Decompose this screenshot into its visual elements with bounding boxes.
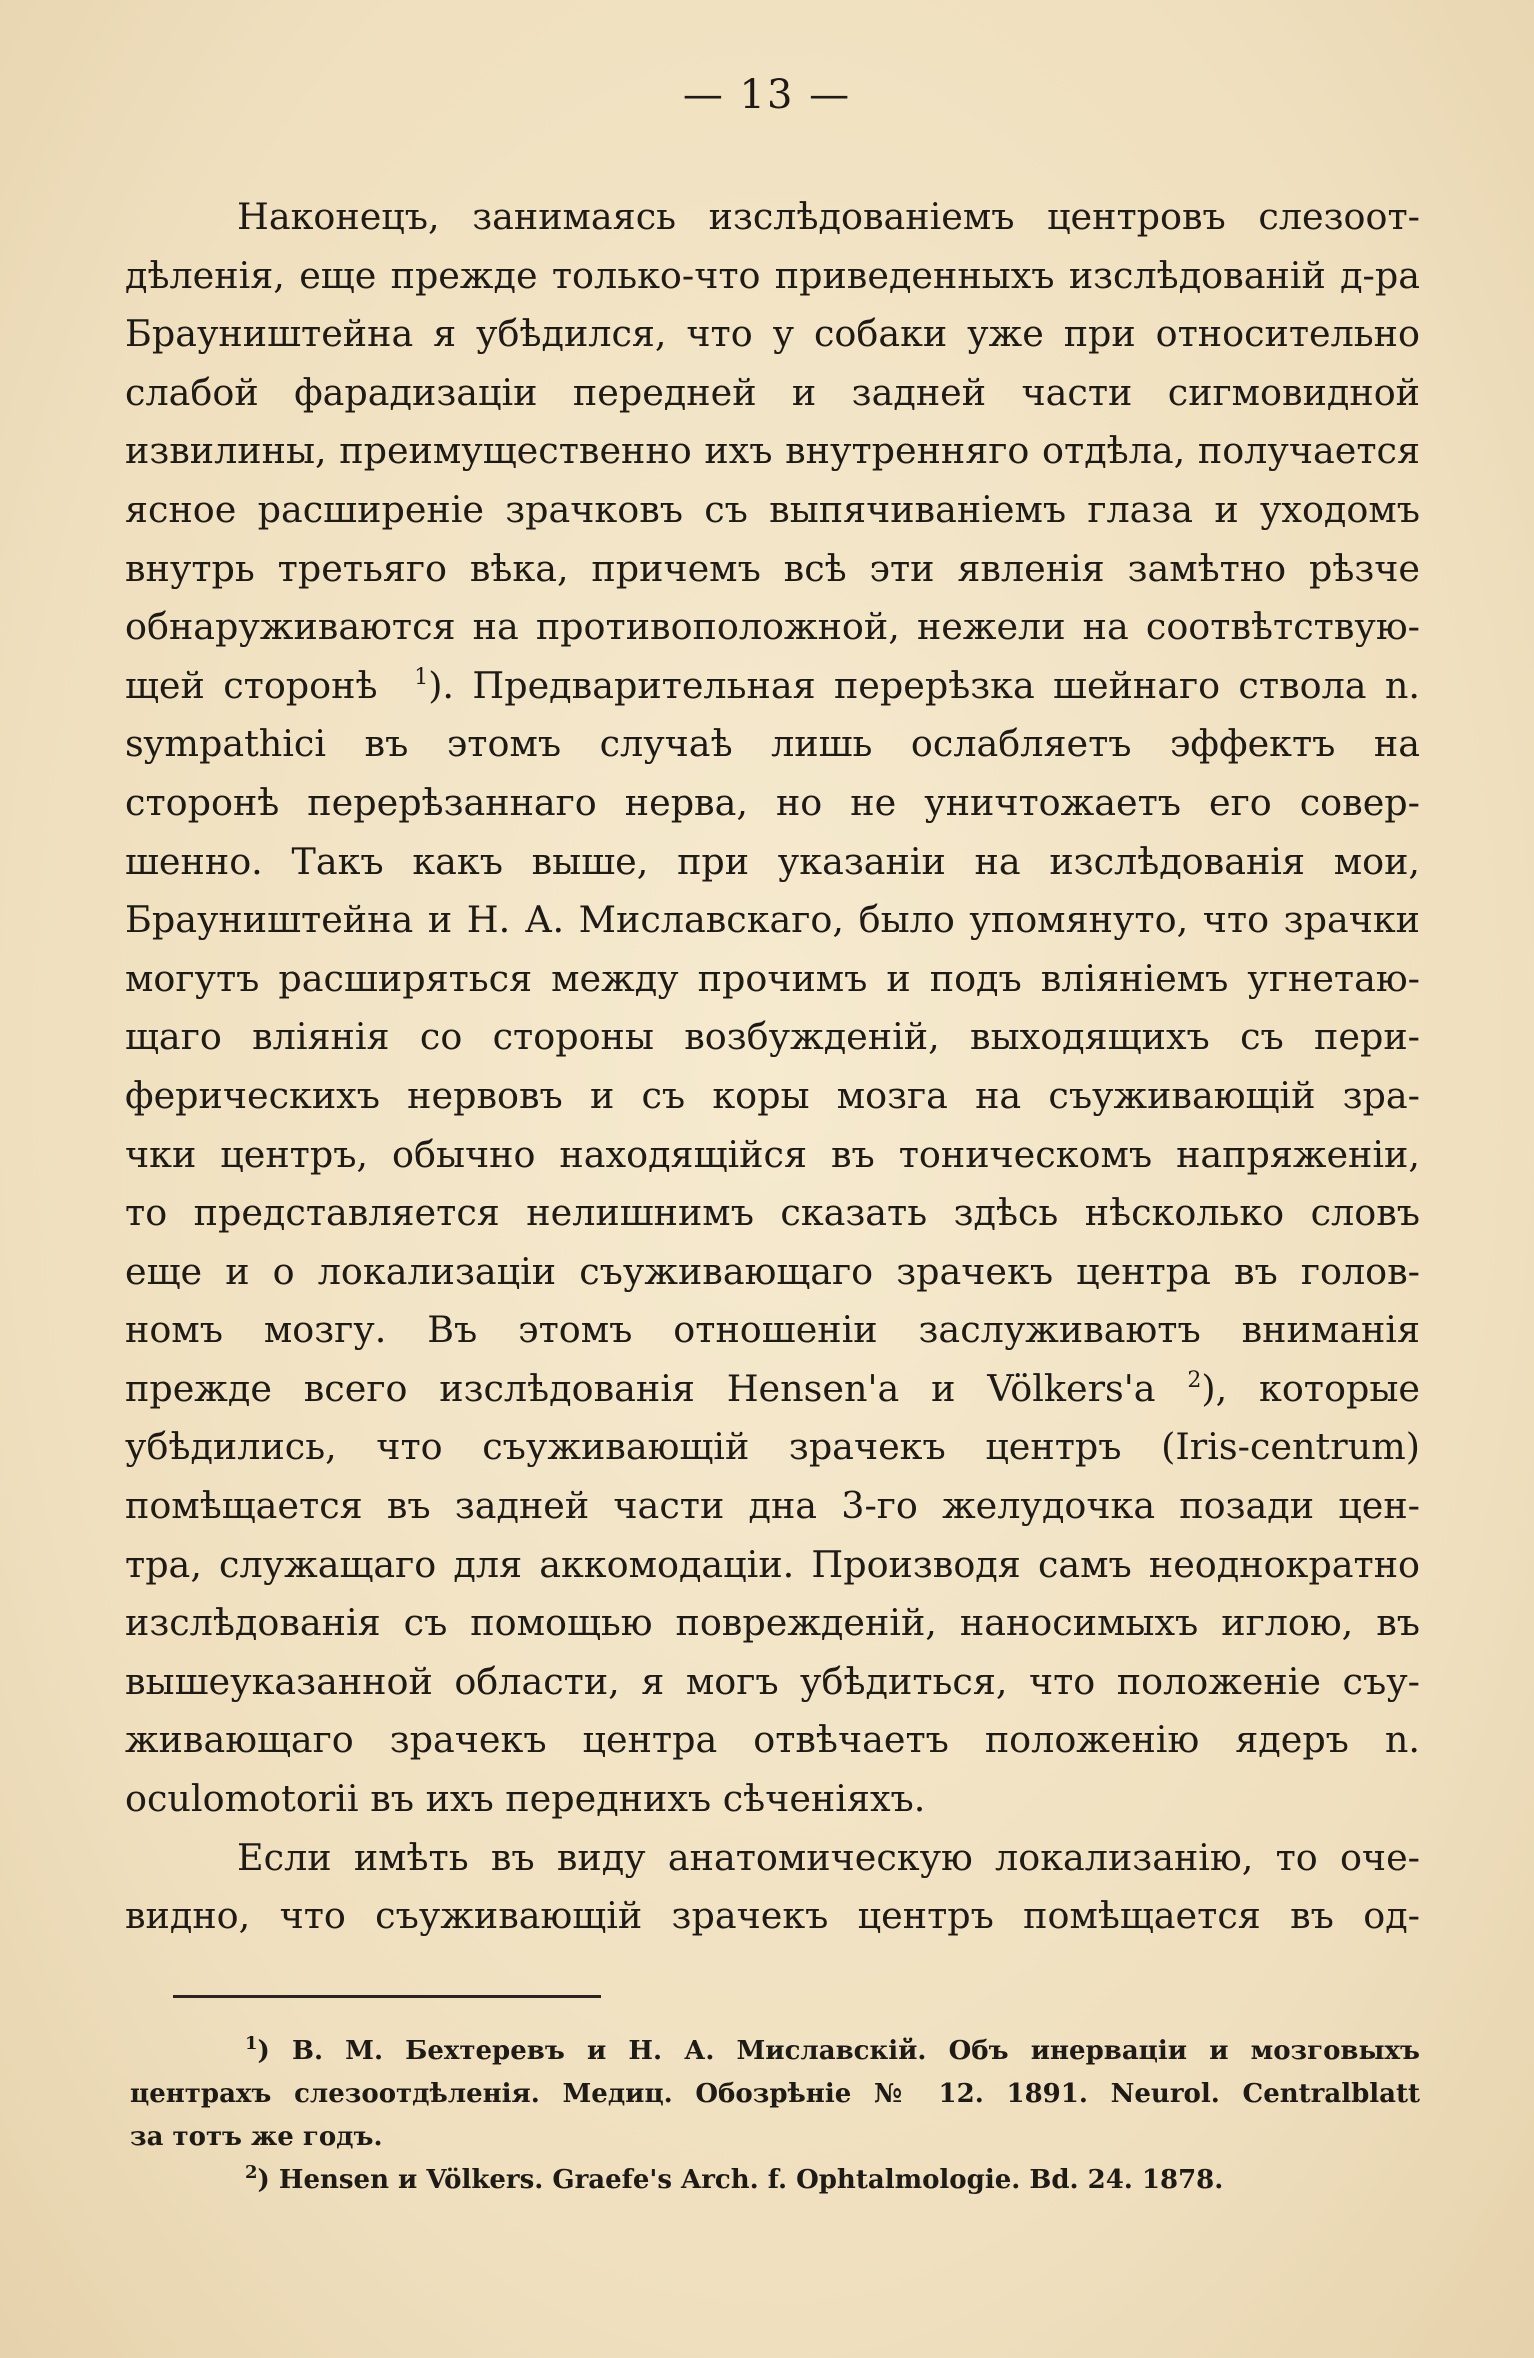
footnote-marker: 2 [245, 2162, 258, 2183]
text-line: шенно. Такъ какъ выше, при указаніи на изслѣдованія мои, [125, 839, 1420, 883]
text-line: щаго вліянія со стороны возбужденій, выходящихъ съ пери- [125, 1015, 1420, 1059]
text-line: номъ мозгу. Въ этомъ отношеніи заслуживаютъ вниманія [125, 1308, 1420, 1352]
footnote-2 [130, 2159, 1420, 2202]
text-line: Наконецъ, занимаясь изслѣдованіемъ центровъ слезоот- [237, 195, 1420, 238]
footnote-ref: 1 [414, 664, 429, 690]
text-line: Брауништейна я убѣдился, что у собаки уже при относительно [125, 312, 1420, 356]
text-line: помѣщается въ задней части дна 3-го желудочка позади цен- [125, 1484, 1420, 1528]
text-line: вышеуказанной области, я могъ убѣдиться, что положеніе съу- [125, 1659, 1420, 1703]
paragraph-1 [125, 188, 1420, 1829]
text-line: слабой фарадизаціи передней и задней части сигмовидной [125, 370, 1420, 414]
text-segment: ). Предварительная перерѣзка шейнаго ствола n. [428, 663, 1420, 707]
text-line: то представляется нелишнимъ сказать здѣсь нѣсколько словъ [125, 1191, 1420, 1235]
text-line: изслѣдованія съ помощью поврежденій, наносимыхъ иглою, въ [125, 1601, 1420, 1645]
text-line: Брауништейна и Н. А. Миславскаго, было упомянуто, что зрачки [125, 898, 1420, 942]
text-line: ферическихъ нервовъ и съ коры мозга на съуживающій зра- [125, 1073, 1420, 1117]
footnote-ref: 2 [1187, 1367, 1202, 1393]
footnote-marker: 1 [245, 2033, 258, 2054]
text-line: сторонѣ перерѣзаннаго нерва, но не уничтожаетъ его совер- [125, 780, 1420, 824]
paragraph-2 [125, 1829, 1420, 1946]
text-line: Если имѣть въ виду анатомическую локализанію, то оче- [237, 1835, 1420, 1879]
footnote-text: ) Hensen и Völkers. Graefe's Arch. f. Ophtalmologie. Bd. 24. 1878. [257, 2165, 1224, 2195]
text-line [125, 1360, 1420, 1419]
text-line: чки центръ, обычно находящійся въ тоническомъ напряженіи, [125, 1132, 1420, 1176]
footnote-divider [173, 1995, 601, 1998]
footnote-text: центрахъ слезоотдѣленія. Медиц. Обозрѣніе № 12. 1891. Neurol. Centralblatt [130, 2079, 1420, 2109]
footnote-1 [130, 2030, 1420, 2073]
text-line: дѣленія, еще прежде только-что приведенныхъ изслѣдованій д-ра [125, 253, 1420, 297]
text-line: могутъ расширяться между прочимъ и подъ вліяніемъ угнетаю- [125, 956, 1420, 1000]
text-line: обнаруживаются на противоположной, нежели на соотвѣтствую- [125, 605, 1420, 649]
text-line: видно, что съуживающій зрачекъ центръ помѣщается въ од- [125, 1894, 1420, 1938]
text-line: извилины, преимущественно ихъ внутренняго отдѣла, получается [125, 429, 1420, 473]
footnotes [130, 2030, 1420, 2202]
text-line: живающаго зрачекъ центра отвѣчаетъ положенію ядеръ n. [125, 1718, 1420, 1762]
footnote-text: за тотъ же годъ. [130, 2122, 383, 2152]
body-text [125, 188, 1420, 1946]
text-line: тра, служащаго для аккомодаціи. Производя самъ неоднократно [125, 1542, 1420, 1586]
text-line: убѣдились, что съуживающій зрачекъ центръ (Iris-centrum) [125, 1425, 1420, 1469]
footnote-text: ) В. М. Бехтеревъ и Н. А. Миславскій. Объ инерваціи и мозговыхъ [257, 2036, 1420, 2066]
text-line: внутрь третьяго вѣка, причемъ всѣ эти явленія замѣтно рѣзче [125, 546, 1420, 590]
text-line: ясное расширеніе зрачковъ съ выпячиваніемъ глаза и уходомъ [125, 487, 1420, 531]
text-segment: прежде всего изслѣдованія Hensen'а и Völkers'а [125, 1366, 1156, 1410]
text-line [125, 657, 1420, 716]
page-number: — 13 — [682, 72, 852, 118]
text-line: еще и о локализаціи съуживающаго зрачекъ центра въ голов- [125, 1249, 1420, 1293]
text-line: sympathici въ этомъ случаѣ лишь ослабляетъ эффектъ на [125, 722, 1420, 766]
text-segment: ), которые [1201, 1366, 1420, 1410]
text-segment: щей сторонѣ [125, 663, 378, 707]
text-line: oculomotorii въ ихъ переднихъ сѣченіяхъ. [125, 1777, 926, 1821]
